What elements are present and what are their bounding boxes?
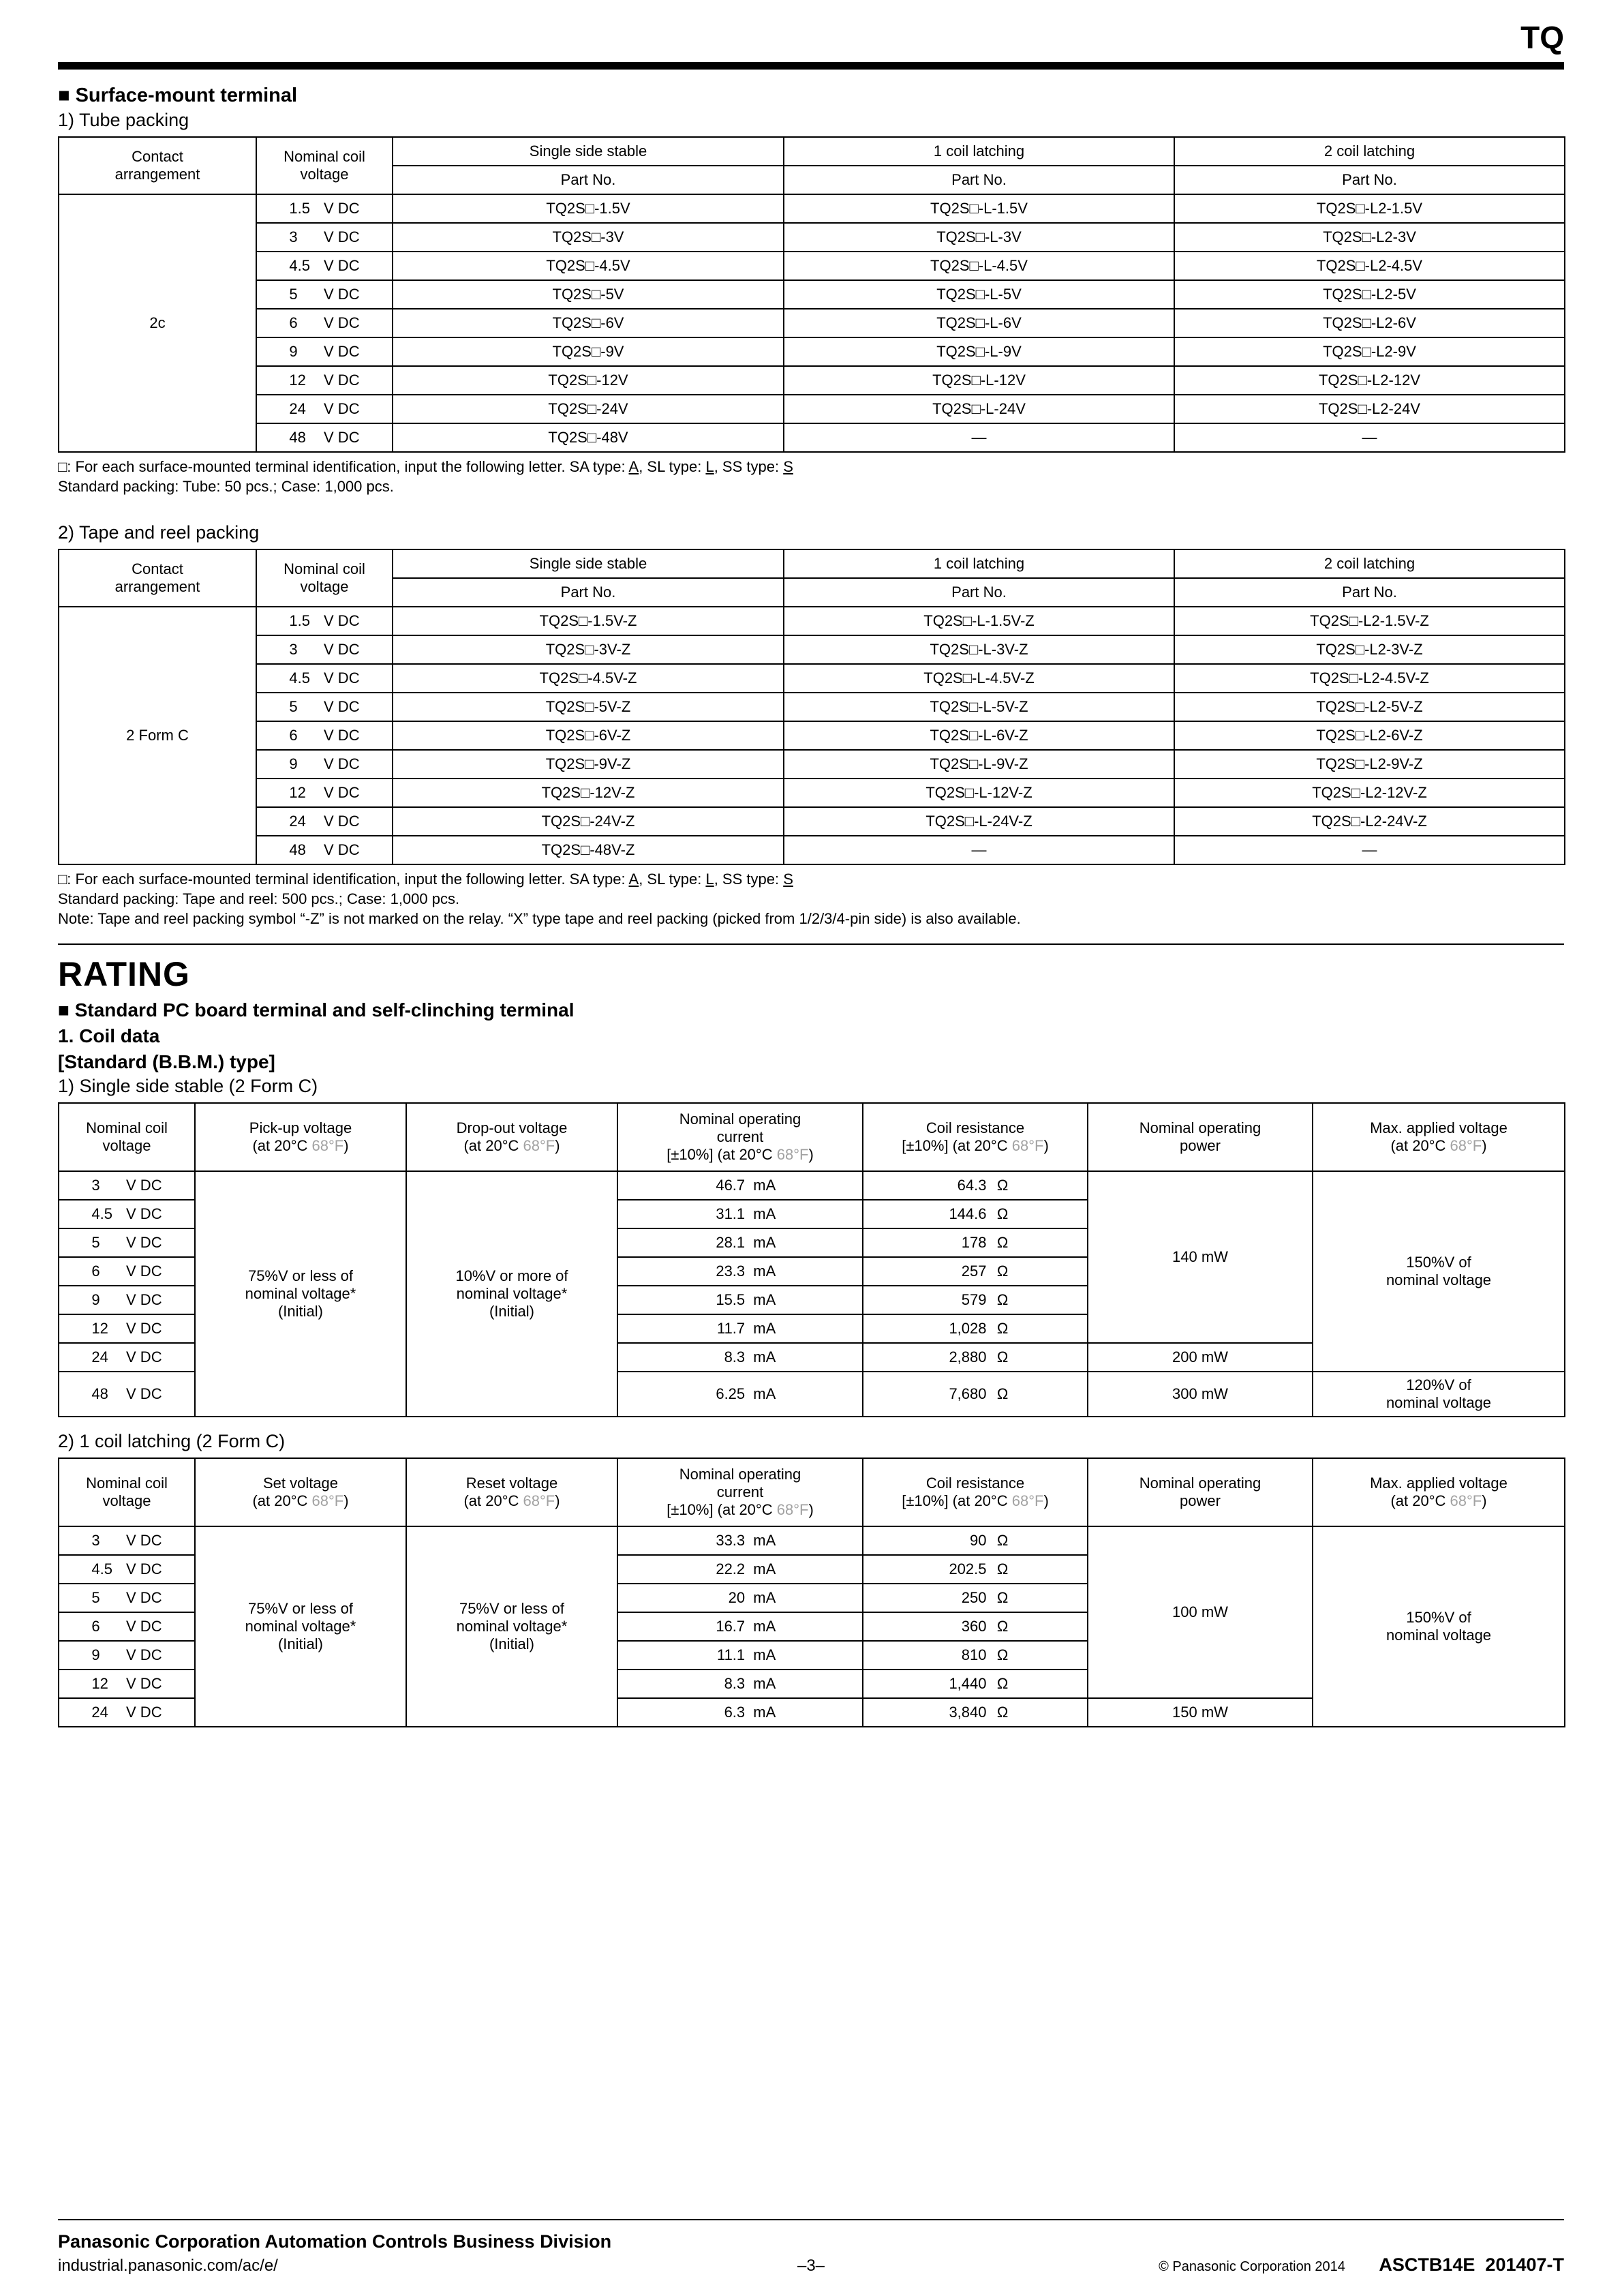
table-row [59,395,1565,423]
part-no-cell: TQ2S□-5V-Z [393,693,784,721]
tube-packing-table [58,136,1565,453]
part-no-cell: TQ2S□-L2-12V [1174,366,1565,395]
part-no-cell: TQ2S□-L2-1.5V [1174,194,1565,223]
coil-data-single-side-stable-table [58,1102,1565,1417]
standard-bbm-heading: [Standard (B.B.M.) type] [58,1051,275,1072]
set-voltage-header: Set voltage (at 20°C 68°F) [195,1458,406,1526]
current-cell: 46.7 mA [617,1171,863,1200]
voltage-cell [256,395,393,423]
table-row [59,607,1565,635]
part-no-cell: TQ2S□-1.5V-Z [393,607,784,635]
part-no-cell: TQ2S□-L2-4.5V-Z [1174,664,1565,693]
part-no-cell: TQ2S□-L-12V-Z [784,779,1174,807]
voltage-cell: 5 V DC [59,1584,195,1612]
nominal-operating-current-header: Nominal operating current [±10%] (at 20°C 68°F) [617,1458,863,1526]
part-no-cell: TQ2S□-L2-5V-Z [1174,693,1565,721]
power-cell: 300 mW [1088,1372,1313,1417]
table-row [59,194,1565,223]
voltage-unit: V DC [324,640,360,658]
tape-note-z-symbol: Note: Tape and reel packing symbol “-Z” is not marked on the relay. “X” type tape and reel packing (picked from 1/2/3/4-pin side) is also available. [58,909,1021,927]
voltage-cell [256,337,393,366]
voltage-cell: 48 V DC [59,1372,195,1417]
part-no-cell: TQ2S□-9V-Z [393,750,784,779]
current-cell: 11.7 mA [617,1314,863,1343]
part-no-cell: TQ2S□-L-4.5V-Z [784,664,1174,693]
part-no-cell: TQ2S□-L2-3V [1174,223,1565,252]
voltage-number: 6 [289,726,298,744]
contact-arrangement-cell: 2 Form C [59,607,256,864]
voltage-unit: V DC [324,399,360,417]
voltage-number: 12 [289,371,306,389]
voltage-cell [256,635,393,664]
table-row [59,337,1565,366]
resistance-cell: 1,440 Ω [863,1670,1088,1698]
two-coil-latching-header: 2 coil latching [1174,549,1565,578]
table-row [59,664,1565,693]
current-cell: 8.3 mA [617,1670,863,1698]
tube-note-identification: □: For each surface-mounted terminal identification, input the following letter. SA type: A, SL type: L, SS type: S [58,457,793,475]
tube-notes [58,457,1564,496]
tape-note-identification: □: For each surface-mounted terminal identification, input the following letter. SA type: A, SL type: L, SS type: S [58,870,793,888]
part-no-header: Part No. [1174,166,1565,194]
table-row [59,252,1565,280]
voltage-unit: V DC [324,812,360,830]
resistance-cell: 579 Ω [863,1286,1088,1314]
part-no-cell: TQ2S□-4.5V [393,252,784,280]
table-row [59,280,1565,309]
resistance-cell: 360 Ω [863,1612,1088,1641]
part-no-cell: — [784,836,1174,864]
voltage-unit: V DC [324,783,360,801]
voltage-cell [256,664,393,693]
table-row [59,309,1565,337]
part-no-cell: TQ2S□-L-24V-Z [784,807,1174,836]
coil-data-heading: 1. Coil data [58,1025,160,1046]
nominal-coil-voltage-header: Nominal coil voltage [59,1458,195,1526]
current-cell: 15.5 mA [617,1286,863,1314]
voltage-number: 1.5 [289,611,311,629]
voltage-unit: V DC [324,371,360,389]
voltage-number: 3 [289,640,298,658]
voltage-number: 48 [289,428,306,446]
coil-resistance-header: Coil resistance [±10%] (at 20°C 68°F) [863,1103,1088,1171]
part-no-header: Part No. [784,578,1174,607]
voltage-cell [256,807,393,836]
tape-note-packing: Standard packing: Tape and reel: 500 pcs.; Case: 1,000 pcs. [58,890,460,907]
voltage-number: 3 [91,1176,100,1194]
part-no-cell: TQ2S□-1.5V [393,194,784,223]
part-no-cell: — [784,423,1174,452]
part-no-cell: TQ2S□-L-6V-Z [784,721,1174,750]
table-row [59,1526,1565,1555]
part-no-cell: TQ2S□-5V [393,280,784,309]
table-row [59,1171,1565,1200]
resistance-cell: 202.5 Ω [863,1555,1088,1584]
table-row [59,779,1565,807]
max-voltage-cell: 150%V of nominal voltage [1313,1171,1565,1372]
surface-mount-heading: ■ Surface-mount terminal [58,84,298,106]
part-no-cell: TQ2S□-L2-12V-Z [1174,779,1565,807]
reset-voltage-header: Reset voltage (at 20°C 68°F) [406,1458,617,1526]
part-no-cell: TQ2S□-9V [393,337,784,366]
voltage-unit: V DC [324,669,360,686]
part-no-cell: TQ2S□-L-9V [784,337,1174,366]
header-rule [58,62,1564,70]
resistance-cell: 810 Ω [863,1641,1088,1670]
section-divider [58,943,1564,945]
voltage-unit: V DC [324,199,360,217]
part-no-header: Part No. [1174,578,1565,607]
part-no-cell: TQ2S□-L-3V-Z [784,635,1174,664]
single-side-stable-subtitle: 1) Single side stable (2 Form C) [58,1075,318,1096]
two-coil-latching-header: 2 coil latching [1174,137,1565,166]
power-cell: 200 mW [1088,1343,1313,1372]
current-cell: 8.3 mA [617,1343,863,1372]
part-no-cell: TQ2S□-L2-6V [1174,309,1565,337]
resistance-cell: 64.3 Ω [863,1171,1088,1200]
part-no-cell: TQ2S□-24V-Z [393,807,784,836]
max-voltage-cell: 120%V of nominal voltage [1313,1372,1565,1417]
part-no-cell: TQ2S□-L2-1.5V-Z [1174,607,1565,635]
part-no-cell: TQ2S□-L-9V-Z [784,750,1174,779]
table-row [59,635,1565,664]
voltage-cell [256,750,393,779]
voltage-cell: 9 V DC [59,1641,195,1670]
table-row [59,223,1565,252]
voltage-cell: 6 V DC [59,1257,195,1286]
table-row [59,366,1565,395]
part-no-cell: TQ2S□-L2-24V-Z [1174,807,1565,836]
voltage-cell [256,779,393,807]
contact-arrangement-header: Contact arrangement [59,549,256,607]
current-cell: 33.3 mA [617,1526,863,1555]
voltage-cell [59,1171,195,1200]
rating-heading: RATING [58,954,190,993]
voltage-unit: V DC [324,342,360,360]
current-cell: 6.3 mA [617,1698,863,1727]
part-no-cell: TQ2S□-L2-24V [1174,395,1565,423]
current-cell: 31.1 mA [617,1200,863,1228]
doc-code: TQ [1520,20,1564,55]
power-cell: 150 mW [1088,1698,1313,1727]
part-no-cell: TQ2S□-4.5V-Z [393,664,784,693]
voltage-cell: 12 V DC [59,1314,195,1343]
voltage-cell: 4.5 V DC [59,1200,195,1228]
voltage-number: 3 [289,228,298,245]
voltage-cell: 24 V DC [59,1698,195,1727]
voltage-number: 1.5 [289,199,311,217]
part-no-header: Part No. [784,166,1174,194]
voltage-number: 5 [289,697,298,715]
part-no-cell: — [1174,836,1565,864]
resistance-cell: 90 Ω [863,1526,1088,1555]
tape-notes [58,869,1564,928]
voltage-number: 9 [289,755,298,772]
nominal-coil-voltage-header: Nominal coil voltage [256,137,393,194]
part-no-cell: TQ2S□-L2-9V-Z [1174,750,1565,779]
tape-reel-packing-table [58,549,1565,865]
voltage-unit: V DC [324,256,360,274]
table-row [59,836,1565,864]
standard-terminal-heading: ■ Standard PC board terminal and self-clinching terminal [58,999,575,1021]
part-no-cell: TQ2S□-3V [393,223,784,252]
current-cell: 23.3 mA [617,1257,863,1286]
table-row [59,693,1565,721]
current-cell: 20 mA [617,1584,863,1612]
part-no-header: Part No. [393,166,784,194]
reset-voltage-cell: 75%V or less of nominal voltage* (Initial) [406,1526,617,1727]
part-no-cell: — [1174,423,1565,452]
page-number: –3– [797,2256,825,2275]
footer-rule [58,2219,1564,2220]
part-no-cell: TQ2S□-L2-4.5V [1174,252,1565,280]
dropout-voltage-header: Drop-out voltage (at 20°C 68°F) [406,1103,617,1171]
voltage-number: 4.5 [289,669,311,686]
part-no-header: Part No. [393,578,784,607]
voltage-cell: 9 V DC [59,1286,195,1314]
part-no-cell: TQ2S□-L-12V [784,366,1174,395]
contact-arrangement-header: Contact arrangement [59,137,256,194]
dropout-voltage-cell: 10%V or more of nominal voltage* (Initial) [406,1171,617,1417]
voltage-unit: V DC [126,1176,162,1194]
voltage-unit: V DC [324,428,360,446]
power-cell: 140 mW [1088,1171,1313,1343]
nominal-operating-current-header: Nominal operating current [±10%] (at 20°C 68°F) [617,1103,863,1171]
part-no-cell: TQ2S□-24V [393,395,784,423]
part-no-cell: TQ2S□-12V-Z [393,779,784,807]
footer-url-link[interactable]: industrial.panasonic.com/ac/e/ [58,2256,278,2275]
part-no-cell: TQ2S□-L-1.5V [784,194,1174,223]
table-row [59,807,1565,836]
part-no-cell: TQ2S□-L-1.5V-Z [784,607,1174,635]
voltage-number: 24 [289,399,306,417]
tube-note-packing: Standard packing: Tube: 50 pcs.; Case: 1,000 pcs. [58,477,394,495]
part-no-cell: TQ2S□-48V [393,423,784,452]
nominal-coil-voltage-header: Nominal coil voltage [59,1103,195,1171]
voltage-cell [256,836,393,864]
part-no-cell: TQ2S□-L-24V [784,395,1174,423]
voltage-cell: 3 V DC [59,1526,195,1555]
current-cell: 11.1 mA [617,1641,863,1670]
voltage-cell: 12 V DC [59,1670,195,1698]
max-voltage-cell: 150%V of nominal voltage [1313,1526,1565,1727]
table-row [59,721,1565,750]
part-no-cell: TQ2S□-48V-Z [393,836,784,864]
voltage-number: 9 [289,342,298,360]
single-side-stable-header: Single side stable [393,137,784,166]
tape-packing-subtitle: 2) Tape and reel packing [58,522,260,543]
resistance-cell: 3,840 Ω [863,1698,1088,1727]
one-coil-latching-header: 1 coil latching [784,549,1174,578]
power-cell: 100 mW [1088,1526,1313,1698]
voltage-cell: 6 V DC [59,1612,195,1641]
page-footer [58,2219,1564,2276]
max-applied-voltage-header: Max. applied voltage (at 20°C 68°F) [1313,1458,1565,1526]
single-side-stable-header: Single side stable [393,549,784,578]
voltage-cell [256,280,393,309]
table-row [59,750,1565,779]
voltage-cell [256,607,393,635]
current-cell: 28.1 mA [617,1228,863,1257]
voltage-unit: V DC [324,697,360,715]
voltage-cell [256,366,393,395]
voltage-unit: V DC [324,755,360,772]
voltage-cell: 5 V DC [59,1228,195,1257]
one-coil-latching-subtitle: 2) 1 coil latching (2 Form C) [58,1430,286,1451]
voltage-number: 6 [289,314,298,331]
voltage-number: 5 [289,285,298,303]
voltage-cell [256,194,393,223]
part-no-cell: TQ2S□-L-4.5V [784,252,1174,280]
part-no-cell: TQ2S□-L-6V [784,309,1174,337]
part-no-cell: TQ2S□-6V-Z [393,721,784,750]
voltage-unit: V DC [324,314,360,331]
part-no-cell: TQ2S□-L-3V [784,223,1174,252]
part-no-cell: TQ2S□-L2-5V [1174,280,1565,309]
set-voltage-cell: 75%V or less of nominal voltage* (Initial) [195,1526,406,1727]
part-no-cell: TQ2S□-12V [393,366,784,395]
voltage-unit: V DC [324,841,360,858]
nominal-coil-voltage-header: Nominal coil voltage [256,549,393,607]
coil-data-one-coil-latching-table [58,1457,1565,1727]
voltage-cell [256,693,393,721]
current-cell: 16.7 mA [617,1612,863,1641]
tube-packing-subtitle: 1) Tube packing [58,109,189,130]
resistance-cell: 2,880 Ω [863,1343,1088,1372]
voltage-unit: V DC [324,228,360,245]
table-row [59,423,1565,452]
pickup-voltage-cell: 75%V or less of nominal voltage* (Initial) [195,1171,406,1417]
part-no-cell: TQ2S□-L2-3V-Z [1174,635,1565,664]
voltage-cell: 24 V DC [59,1343,195,1372]
resistance-cell: 257 Ω [863,1257,1088,1286]
voltage-unit: V DC [324,285,360,303]
part-no-cell: TQ2S□-L-5V-Z [784,693,1174,721]
max-applied-voltage-header: Max. applied voltage (at 20°C 68°F) [1313,1103,1565,1171]
part-no-cell: TQ2S□-L2-9V [1174,337,1565,366]
voltage-number: 4.5 [289,256,311,274]
nominal-operating-power-header: Nominal operating power [1088,1458,1313,1526]
voltage-cell [256,223,393,252]
voltage-cell [256,252,393,280]
voltage-number: 12 [289,783,306,801]
voltage-number: 48 [289,841,306,858]
resistance-cell: 7,680 Ω [863,1372,1088,1417]
voltage-unit: V DC [324,611,360,629]
resistance-cell: 250 Ω [863,1584,1088,1612]
voltage-cell: 4.5 V DC [59,1555,195,1584]
resistance-cell: 178 Ω [863,1228,1088,1257]
part-no-cell: TQ2S□-3V-Z [393,635,784,664]
footer-doc-id: ASCTB14E 201407-T [1379,2254,1565,2275]
voltage-cell [256,721,393,750]
contact-arrangement-cell: 2c [59,194,256,452]
resistance-cell: 1,028 Ω [863,1314,1088,1343]
voltage-unit: V DC [324,726,360,744]
coil-resistance-header: Coil resistance [±10%] (at 20°C 68°F) [863,1458,1088,1526]
current-cell: 6.25 mA [617,1372,863,1417]
voltage-number: 24 [289,812,306,830]
part-no-cell: TQ2S□-L2-6V-Z [1174,721,1565,750]
pickup-voltage-header: Pick-up voltage (at 20°C 68°F) [195,1103,406,1171]
resistance-cell: 144.6 Ω [863,1200,1088,1228]
part-no-cell: TQ2S□-6V [393,309,784,337]
voltage-cell [256,423,393,452]
nominal-operating-power-header: Nominal operating power [1088,1103,1313,1171]
part-no-cell: TQ2S□-L-5V [784,280,1174,309]
voltage-cell [256,309,393,337]
current-cell: 22.2 mA [617,1555,863,1584]
footer-copyright: © Panasonic Corporation 2014 [1159,2259,1345,2274]
footer-company: Panasonic Corporation Automation Controls Business Division [58,2231,612,2252]
one-coil-latching-header: 1 coil latching [784,137,1174,166]
